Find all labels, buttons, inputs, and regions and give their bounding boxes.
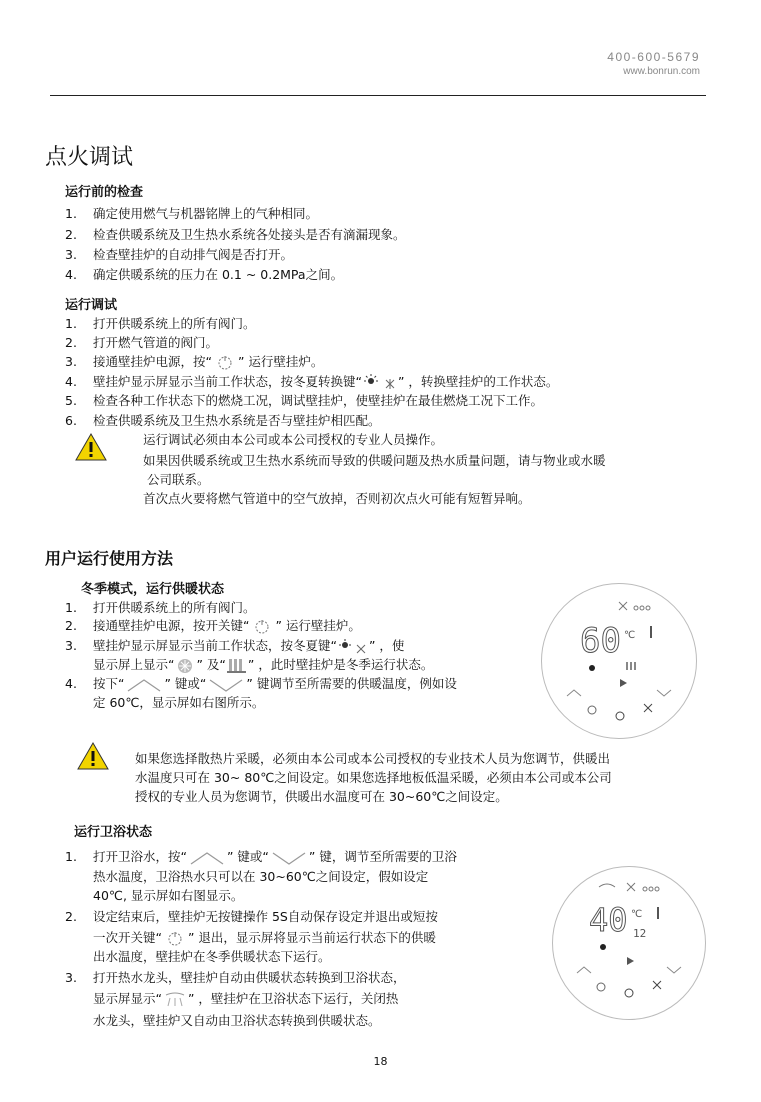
list-item: 4. 壁挂炉显示屏显示当前工作状态，按冬夏转换键“ ” ，转换壁挂炉的工作状态。: [65, 373, 558, 392]
gauge-icon: [650, 626, 652, 638]
list-item: 显示屏上显示“ ” 及“ ” ，此时壁挂炉是冬季运行状态。: [93, 656, 433, 675]
list-item: 2. 设定结束后，壁挂炉无按键操作 5S自动保存设定并退出或短按: [65, 909, 438, 924]
list-item: 2. 检查供暖系统及卫生热水系统各处接头是否有滴漏现象。: [65, 227, 406, 242]
list-item: 1. 确定使用燃气与机器铭牌上的气种相同。: [65, 206, 319, 221]
radiator-icon: [226, 657, 248, 675]
mode-button-icon: [653, 981, 661, 989]
usage-heading: 用户运行使用方法: [45, 549, 174, 568]
bath-heading: 运行卫浴状态: [74, 825, 153, 840]
flame-icon: [620, 679, 627, 687]
power-icon: [249, 619, 275, 635]
list-item: 水龙头，壁挂炉又自动由卫浴状态转换到供暖状态。: [93, 1013, 381, 1028]
winter-heading: 冬季模式，运行供暖状态: [81, 582, 225, 597]
heating-display-panel: [541, 583, 697, 739]
fan-icon: [619, 602, 627, 610]
up-arrow-icon: [187, 850, 227, 866]
flame-icon: [627, 957, 634, 965]
list-item: 1. 打开供暖系统上的所有阀门。: [65, 600, 256, 615]
header-phone: 400-600-5679: [607, 50, 700, 64]
list-item: 定 60℃，显示屏如右图所示。: [93, 695, 265, 710]
list-item: 5. 检查各种工作状态下的燃烧工况，调试壁挂炉，使壁挂炉在最佳燃烧工况下工作。: [65, 393, 544, 408]
svg-text:℃: ℃: [624, 630, 636, 641]
notice-text: 水温度只可在 30~ 80℃之间设定。如果您选择地板低温采暖，必须由本公司或本公司: [135, 770, 612, 785]
list-item: 热水温度，卫浴热水只可以在 30~60℃之间设定，假如设定: [93, 869, 429, 884]
up-button-icon: [567, 690, 581, 696]
gauge-icon: [657, 907, 659, 919]
header-divider: [50, 95, 706, 96]
list-item: 3. 接通壁挂炉电源，按“ ” 运行壁挂炉。: [65, 354, 324, 369]
mode-button-icon: [644, 704, 652, 712]
up-button-icon: [577, 967, 591, 973]
list-item: 1. 打开卫浴水，按“ ” 键或“ ” 键，调节至所需要的卫浴: [65, 849, 457, 864]
warning-text: 如果因供暖系统或卫生热水系统而导致的供暖问题及热水质量问题，请与物业或水暖: [143, 453, 606, 468]
snowflake-icon: [174, 657, 196, 675]
list-item: 40℃, 显示屏如右图显示。: [93, 888, 244, 903]
svg-text:℃: ℃: [631, 909, 643, 920]
notice-text: 如果您选择散热片采暖，必须由本公司或本公司授权的专业技术人员为您调节，供暖出: [135, 751, 611, 766]
page-number: 18: [373, 1055, 388, 1068]
warning-icon: [76, 741, 110, 771]
down-arrow-icon: [206, 677, 246, 693]
warning-text: 首次点火要将燃气管道中的空气放掉，否则初次点火可能有短暂异响。: [143, 491, 531, 506]
temperature-display: 60: [580, 621, 621, 661]
power-icon: [162, 931, 188, 947]
water-drops-icon: [643, 887, 659, 891]
water-drops-icon: [634, 606, 650, 610]
clock-icon: [597, 983, 605, 991]
list-item: 显示屏显示“ ” ，壁挂炉在卫浴状态下运行，关闭热: [93, 990, 398, 1009]
page-title: 点火调试: [45, 145, 134, 170]
list-item: 2. 打开燃气管道的阀门。: [65, 335, 219, 350]
list-item: 3. 打开热水龙头，壁挂炉自动由供暖状态转换到卫浴状态，: [65, 970, 406, 985]
status-dot: [600, 944, 606, 950]
down-button-icon: [667, 967, 681, 973]
power-icon: [212, 355, 238, 371]
power-button-icon: [616, 712, 624, 720]
list-item: 一次开关键“ ” 退出，显示屏将显示当前运行状态下的供暖: [93, 930, 436, 945]
up-arrow-icon: [124, 677, 164, 693]
list-item: 2. 接通壁挂炉电源，按开关键“ ” 运行壁挂炉。: [65, 618, 361, 633]
winter-summer-icon: [337, 639, 369, 655]
list-item: 3. 检查壁挂炉的自动排气阀是否打开。: [65, 247, 294, 262]
precheck-heading: 运行前的检查: [65, 185, 144, 200]
status-dot: [589, 665, 595, 671]
list-item: 出水温度，壁挂炉在冬季供暖状态下运行。: [93, 949, 331, 964]
list-item: 4. 按下“ ” 键或“ ” 键调节至所需要的供暖温度，例如设: [65, 676, 457, 691]
shower-icon: [162, 991, 188, 1009]
radiator-icon: [626, 662, 636, 670]
list-item: 4. 确定供暖系统的压力在 0.1 ~ 0.2MPa之间。: [65, 267, 344, 282]
warning-icon: [74, 432, 108, 462]
temperature-display: 40: [589, 901, 628, 939]
clock-icon: [588, 706, 596, 714]
list-item: 3. 壁挂炉显示屏显示当前工作状态，按冬夏键“ ” ，使: [65, 638, 405, 653]
winter-summer-icon: [362, 374, 398, 392]
notice-text: 授权的专业人员为您调节，供暖出水温度可在 30~60℃之间设定。: [135, 789, 508, 804]
power-button-icon: [625, 989, 633, 997]
bath-display-panel: [552, 866, 706, 1020]
warning-text: 公司联系。: [147, 472, 210, 487]
header-url: www.bonrun.com: [623, 66, 700, 77]
commission-heading: 运行调试: [65, 298, 118, 313]
list-item: 6. 检查供暖系统及卫生热水系统是否与壁挂炉相匹配。: [65, 413, 381, 428]
down-arrow-icon: [269, 850, 309, 866]
list-item: 1. 打开供暖系统上的所有阀门。: [65, 316, 256, 331]
small-display: 12: [633, 927, 647, 940]
warning-text: 运行调试必须由本公司或本公司授权的专业人员操作。: [143, 432, 444, 447]
down-button-icon: [657, 690, 671, 696]
fan-icon: [627, 883, 635, 891]
shower-icon: [599, 884, 615, 887]
